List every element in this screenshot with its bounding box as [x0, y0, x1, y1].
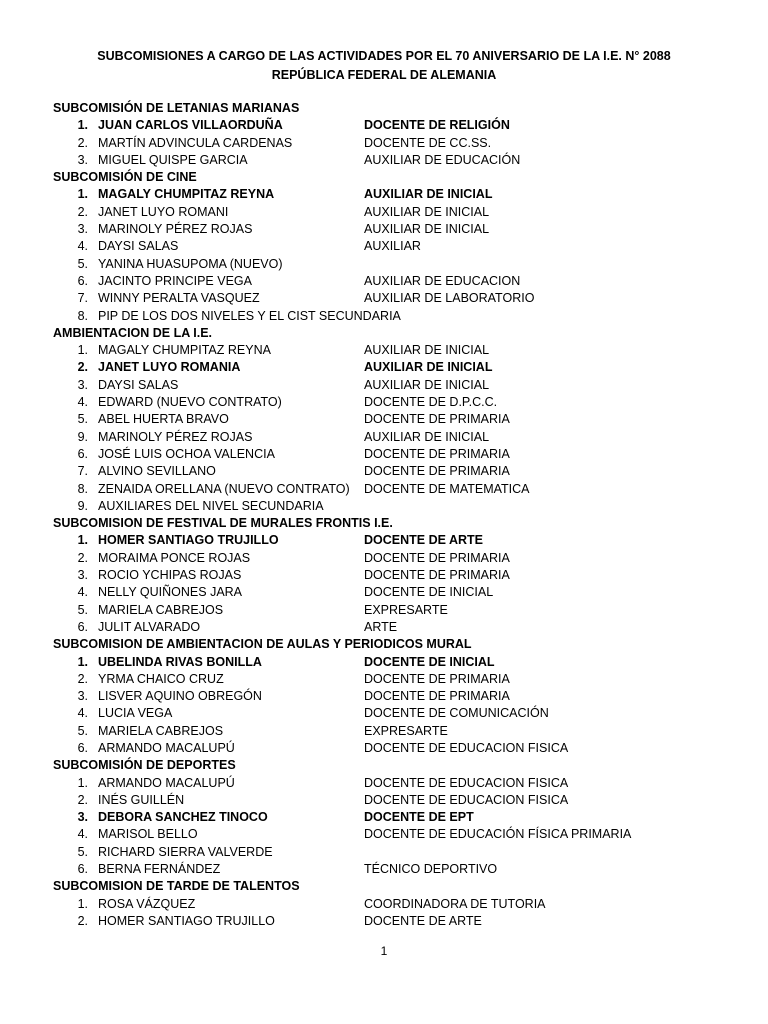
member-role: DOCENTE DE RELIGIÓN [364, 118, 510, 133]
member-row [53, 550, 743, 567]
member-name: MARISOL BELLO [98, 827, 198, 842]
member-row [53, 654, 743, 671]
member-number: 1. [77, 775, 88, 790]
member-number: 8. [77, 481, 88, 496]
member-number: 2. [77, 135, 88, 150]
member-name: ARMANDO MACALUPÚ [98, 740, 235, 755]
member-number: 2. [77, 913, 88, 928]
member-role: AUXILIAR DE LABORATORIO [364, 291, 535, 306]
member-row [53, 844, 743, 861]
member-number: 3. [77, 152, 88, 167]
member-role: AUXILIAR DE INICIAL [364, 429, 490, 444]
member-number: 3. [77, 689, 88, 704]
member-row [53, 446, 743, 463]
member-role: DOCENTE DE PRIMARIA [364, 550, 510, 565]
member-role: TÉCNICO DEPORTIVO [364, 862, 498, 877]
member-number: 4. [77, 706, 88, 721]
member-name: PIP DE LOS DOS NIVELES Y EL CIST SECUNDARIA [98, 308, 401, 323]
member-row [53, 723, 743, 740]
member-row [53, 152, 743, 169]
member-number: 1. [77, 896, 88, 911]
member-number: 1. [77, 343, 88, 358]
member-name: ROCIO YCHIPAS ROJAS [98, 568, 242, 583]
member-row [53, 117, 743, 134]
member-role: EXPRESARTE [364, 723, 448, 738]
member-role: AUXILIAR DE INICIAL [364, 222, 490, 237]
member-name: MORAIMA PONCE ROJAS [98, 550, 251, 565]
member-row [53, 273, 743, 290]
member-role: AUXILIAR DE EDUCACION [364, 273, 521, 288]
member-role: AUXILIAR DE INICIAL [364, 377, 490, 392]
member-number: 5. [77, 723, 88, 738]
member-row [53, 463, 743, 480]
member-number: 7. [77, 291, 88, 306]
member-row [53, 688, 743, 705]
member-role: DOCENTE DE PRIMARIA [364, 689, 510, 704]
member-name: ALVINO SEVILLANO [98, 464, 216, 479]
member-role: DOCENTE DE CC.SS. [364, 135, 492, 150]
member-number: 2. [77, 792, 88, 807]
member-row [53, 861, 743, 878]
member-row [53, 532, 743, 549]
member-name: MAGALY CHUMPITAZ REYNA [98, 187, 275, 202]
member-name: JOSÉ LUIS OCHOA VALENCIA [98, 446, 275, 461]
member-name: ZENAIDA ORELLANA (NUEVO CONTRATO) [98, 481, 350, 496]
member-number: 1. [77, 654, 88, 669]
member-number: 4. [77, 395, 88, 410]
member-row [53, 204, 743, 221]
member-role: DOCENTE DE PRIMARIA [364, 464, 510, 479]
member-row [53, 619, 743, 636]
member-number: 6. [77, 619, 88, 634]
member-row [53, 826, 743, 843]
member-row [53, 135, 743, 152]
member-row [53, 308, 743, 325]
member-role: DOCENTE DE INICIAL [364, 585, 494, 600]
member-number: 5. [77, 844, 88, 859]
member-number: 3. [77, 810, 88, 825]
member-name: RICHARD SIERRA VALVERDE [98, 844, 273, 859]
member-role: AUXILIAR DE INICIAL [364, 360, 493, 375]
member-role: DOCENTE DE EDUCACION FISICA [364, 740, 569, 755]
section-title: SUBCOMISIÓN DE DEPORTES [53, 758, 236, 773]
member-role: DOCENTE DE MATEMATICA [364, 481, 530, 496]
section-title: SUBCOMISION DE AMBIENTACION DE AULAS Y PERIODICOS MURAL [53, 637, 472, 652]
member-name: MARIELA CABREJOS [98, 723, 224, 738]
member-number: 6. [77, 740, 88, 755]
member-row [53, 256, 743, 273]
member-role: DOCENTE DE EDUCACIÓN FÍSICA PRIMARIA [364, 827, 632, 842]
member-row [53, 740, 743, 757]
member-name: JULIT ALVARADO [98, 619, 201, 634]
page-number: 1 [380, 944, 388, 958]
member-row [53, 671, 743, 688]
member-name: ROSA VÁZQUEZ [98, 896, 196, 911]
member-role: AUXILIAR [364, 239, 421, 254]
member-number: 2. [77, 671, 88, 686]
member-role: ARTE [364, 619, 398, 634]
member-role: DOCENTE DE ARTE [364, 533, 483, 548]
member-number: 9. [77, 429, 88, 444]
member-row [53, 429, 743, 446]
section-title: SUBCOMISIÓN DE CINE [53, 170, 197, 185]
member-row [53, 290, 743, 307]
member-number: 1. [77, 533, 88, 548]
member-row [53, 498, 743, 515]
member-role: DOCENTE DE INICIAL [364, 654, 495, 669]
member-row [53, 584, 743, 601]
member-name: JUAN CARLOS VILLAORDUÑA [98, 118, 283, 133]
member-role: DOCENTE DE PRIMARIA [364, 412, 510, 427]
member-number: 2. [77, 204, 88, 219]
member-name: MARTÍN ADVINCULA CARDENAS [98, 135, 293, 150]
section-title: SUBCOMISIÓN DE LETANIAS MARIANAS [53, 101, 300, 115]
section-title: AMBIENTACION DE LA I.E. [53, 325, 213, 340]
member-name: MARIELA CABREJOS [98, 602, 224, 617]
member-number: 6. [77, 273, 88, 288]
member-name: LISVER AQUINO OBREGÓN [98, 689, 262, 704]
member-row [53, 186, 743, 203]
member-number: 3. [77, 222, 88, 237]
member-role: DOCENTE DE COMUNICACIÓN [364, 706, 549, 721]
member-role: EXPRESARTE [364, 602, 448, 617]
member-number: 5. [77, 602, 88, 617]
member-name: NELLY QUIÑONES JARA [98, 585, 243, 600]
member-role: AUXILIAR DE INICIAL [364, 343, 490, 358]
member-row [53, 809, 743, 826]
member-number: 2. [77, 360, 88, 375]
member-name: HOMER SANTIAGO TRUJILLO [98, 913, 275, 928]
member-number: 4. [77, 827, 88, 842]
member-role: DOCENTE DE EPT [364, 810, 474, 825]
member-role: AUXILIAR DE INICIAL [364, 187, 493, 202]
member-name: DAYSI SALAS [98, 239, 179, 254]
member-name: AUXILIARES DEL NIVEL SECUNDARIA [98, 498, 324, 513]
member-name: MARINOLY PÉREZ ROJAS [98, 222, 253, 237]
title-line-2: REPÚBLICA FEDERAL DE ALEMANIA [271, 68, 497, 82]
member-role: COORDINADORA DE TUTORIA [364, 896, 546, 911]
member-name: MIGUEL QUISPE GARCIA [98, 152, 248, 167]
member-name: MARINOLY PÉREZ ROJAS [98, 429, 253, 444]
member-number: 6. [77, 446, 88, 461]
member-row [53, 359, 743, 376]
member-name: JANET LUYO ROMANIA [98, 360, 241, 375]
section-title: SUBCOMISION DE TARDE DE TALENTOS [53, 879, 300, 894]
member-role: DOCENTE DE EDUCACION FISICA [364, 775, 569, 790]
member-number: 4. [77, 239, 88, 254]
member-number: 3. [77, 568, 88, 583]
member-row [53, 221, 743, 238]
member-number: 3. [77, 377, 88, 392]
member-role: DOCENTE DE PRIMARIA [364, 446, 510, 461]
member-row [53, 394, 743, 411]
member-name: DAYSI SALAS [98, 377, 179, 392]
member-name: BERNA FERNÁNDEZ [98, 862, 221, 877]
member-name: INÉS GUILLÉN [98, 792, 185, 807]
member-number: 9. [77, 498, 88, 513]
member-role: AUXILIAR DE EDUCACIÓN [364, 152, 521, 167]
member-row [53, 567, 743, 584]
member-name: DEBORA SANCHEZ TINOCO [98, 810, 268, 825]
member-name: HOMER SANTIAGO TRUJILLO [98, 533, 279, 548]
member-name: ABEL HUERTA BRAVO [98, 412, 229, 427]
member-number: 5. [77, 412, 88, 427]
member-number: 1. [77, 187, 88, 202]
member-number: 6. [77, 862, 88, 877]
member-name: LUCIA VEGA [98, 706, 173, 721]
member-number: 4. [77, 585, 88, 600]
member-role: DOCENTE DE EDUCACION FISICA [364, 792, 569, 807]
member-name: YRMA CHAICO CRUZ [98, 671, 224, 686]
member-row [53, 602, 743, 619]
title-line-1: SUBCOMISIONES A CARGO DE LAS ACTIVIDADES POR EL 70 ANIVERSARIO DE LA I.E. N° 2088 [97, 49, 671, 63]
member-row [53, 238, 743, 255]
member-role: DOCENTE DE ARTE [364, 913, 482, 928]
member-row [53, 792, 743, 809]
member-name: ARMANDO MACALUPÚ [98, 775, 235, 790]
member-row [53, 775, 743, 792]
member-row [53, 411, 743, 428]
member-row [53, 342, 743, 359]
member-name: JANET LUYO ROMANI [98, 204, 229, 219]
member-row [53, 913, 743, 930]
member-row [53, 377, 743, 394]
member-role: DOCENTE DE D.P.C.C. [364, 395, 498, 410]
member-name: MAGALY CHUMPITAZ REYNA [98, 343, 271, 358]
member-number: 1. [77, 118, 88, 133]
member-row [53, 481, 743, 498]
subcommission-list [53, 100, 743, 930]
member-number: 5. [77, 256, 88, 271]
member-role: DOCENTE DE PRIMARIA [364, 671, 510, 686]
member-name: UBELINDA RIVAS BONILLA [98, 654, 262, 669]
member-row [53, 896, 743, 913]
member-row [53, 705, 743, 722]
member-role: AUXILIAR DE INICIAL [364, 204, 490, 219]
member-name: JACINTO PRINCIPE VEGA [98, 273, 252, 288]
member-number: 7. [77, 464, 88, 479]
member-name: EDWARD (NUEVO CONTRATO) [98, 395, 282, 410]
member-number: 8. [77, 308, 88, 323]
section-title: SUBCOMISION DE FESTIVAL DE MURALES FRONTIS I.E. [53, 516, 393, 531]
member-name: YANINA HUASUPOMA (NUEVO) [98, 256, 283, 271]
member-number: 2. [77, 550, 88, 565]
document-title [0, 47, 768, 85]
member-name: WINNY PERALTA VASQUEZ [98, 291, 260, 306]
member-role: DOCENTE DE PRIMARIA [364, 568, 510, 583]
